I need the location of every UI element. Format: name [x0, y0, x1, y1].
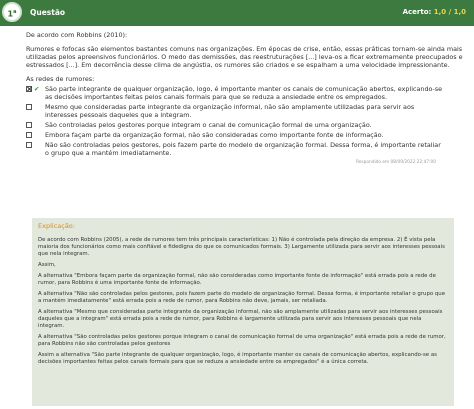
- option-checkbox[interactable]: [26, 122, 32, 128]
- answer-option[interactable]: [26, 141, 466, 157]
- explanation-text: [38, 237, 448, 365]
- question-statement: Rumores e fofocas são elementos bastantes comuns nas organizações. Em épocas de crise, então, essas práticas tornam-se ainda mais utilizadas pelos apreensivos funcionários. O medo das demissões, das reestruturações [...] leva-os a ficar extremamente preocupados e estressados [...]. Em decorrência desse clima de angústia, os rumores são criados e se espalham a uma velocidade impressionante.: [26, 45, 463, 69]
- explanation-paragraph: A alternativa "Não são controladas pelos gestores, pois fazem parte do modelo de organização formal. Dessa forma, é importante retaliar o grupo que a mantém imediatamente" está errada pois a rede de rumor, para Robbins não deve, jamais, ser retaliada.: [38, 291, 446, 304]
- score: [403, 8, 466, 17]
- question-header: [0, 0, 474, 26]
- option-checkbox[interactable]: [26, 132, 32, 138]
- explanation-title: Explicação:: [38, 222, 75, 230]
- explanation-paragraph: Assim a alternativa "São parte integrante de qualquer organização, logo, é importante manter os canais de comunicação abertos, explicando-se as decisões importantes feitas pelos canais formais para que se reduza a ansiedade entre os empregados" é a única correta.: [38, 351, 437, 365]
- explanation-paragraph: Assim,: [38, 261, 56, 268]
- answer-option[interactable]: [26, 103, 466, 119]
- explanation-paragraph: A alternativa "Mesmo que consideradas parte integrante da organização informal, não são amplamente utilizadas para servir aos interesses pessoais daqueles que a integram" está errada pois a rede de rumor, para Robbins é largamente utilizada para servir aos interesses pessoais que nela integram.: [38, 309, 443, 329]
- option-label: Não são controladas pelos gestores, pois fazem parte do modelo de organização formal. Dessa forma, é importante retaliar o grupo que a mantém imediatamente.: [45, 141, 441, 157]
- option-checkbox[interactable]: [26, 142, 32, 148]
- explanation-paragraph: A alternativa "Embora façam parte da organização formal, não são consideradas como importante fonte de informação" está errada pois a rede de rumor, para Robbins é uma importante fonte de informação.: [38, 273, 436, 286]
- option-label: Mesmo que consideradas parte integrante da organização informal, não são amplamente utilizadas para servir aos interesses pessoais daqueles que a integram.: [45, 103, 415, 119]
- answer-options: [26, 85, 466, 157]
- score-label: Acerto:: [402, 8, 432, 16]
- question-source: De acordo com Robbins (2010):: [26, 31, 128, 39]
- option-label: Embora façam parte da organização formal, não são consideradas como importante fonte de informação.: [45, 131, 384, 139]
- score-value: 1,0 / 1,0: [433, 8, 466, 16]
- answered-timestamp: Respondido em 08/09/2022 22:47:00: [355, 160, 436, 165]
- option-label: São parte integrante de qualquer organização, logo, é importante manter os canais de comunicação abertos, explicando-se as decisões importantes feitas pelos canais formais para que se reduza a ansiedade entre os empregados.: [45, 85, 443, 101]
- option-checkbox[interactable]: [26, 86, 32, 92]
- option-checkbox[interactable]: [26, 104, 32, 110]
- question-number-badge: [2, 2, 22, 22]
- question-number: 1: [7, 9, 14, 19]
- header-title: Questão: [30, 8, 66, 17]
- explanation-paragraph: A alternativa "São controladas pelos gestores porque integram o canal de comunicação formal de uma organização" está errada pois a rede de rumor, para Robbins não são controladas pelos gestores: [38, 333, 446, 347]
- answer-option[interactable]: [26, 131, 466, 139]
- question-number-suffix: a: [13, 9, 17, 15]
- correct-check-icon: ✔: [34, 85, 40, 93]
- answer-option[interactable]: [26, 121, 466, 129]
- option-label: São controladas pelos gestores porque integram o canal de comunicação formal de uma organização.: [45, 121, 372, 129]
- explanation-panel: [32, 218, 454, 406]
- question-body: [26, 31, 466, 165]
- question-prompt: As redes de rumores:: [26, 75, 95, 83]
- explanation-paragraph: De acordo com Robbins (2005), a rede de rumores tem três principais características: 1) Não é controlada pela direção da empresa. 2) É vista pela maioria dos funcionários como mais confiável e fidedigna do que os comunicados formais. 3) Largamente utilizada para servir aos interesses pessoais que nela integram.: [38, 237, 445, 257]
- answer-option[interactable]: [26, 85, 466, 101]
